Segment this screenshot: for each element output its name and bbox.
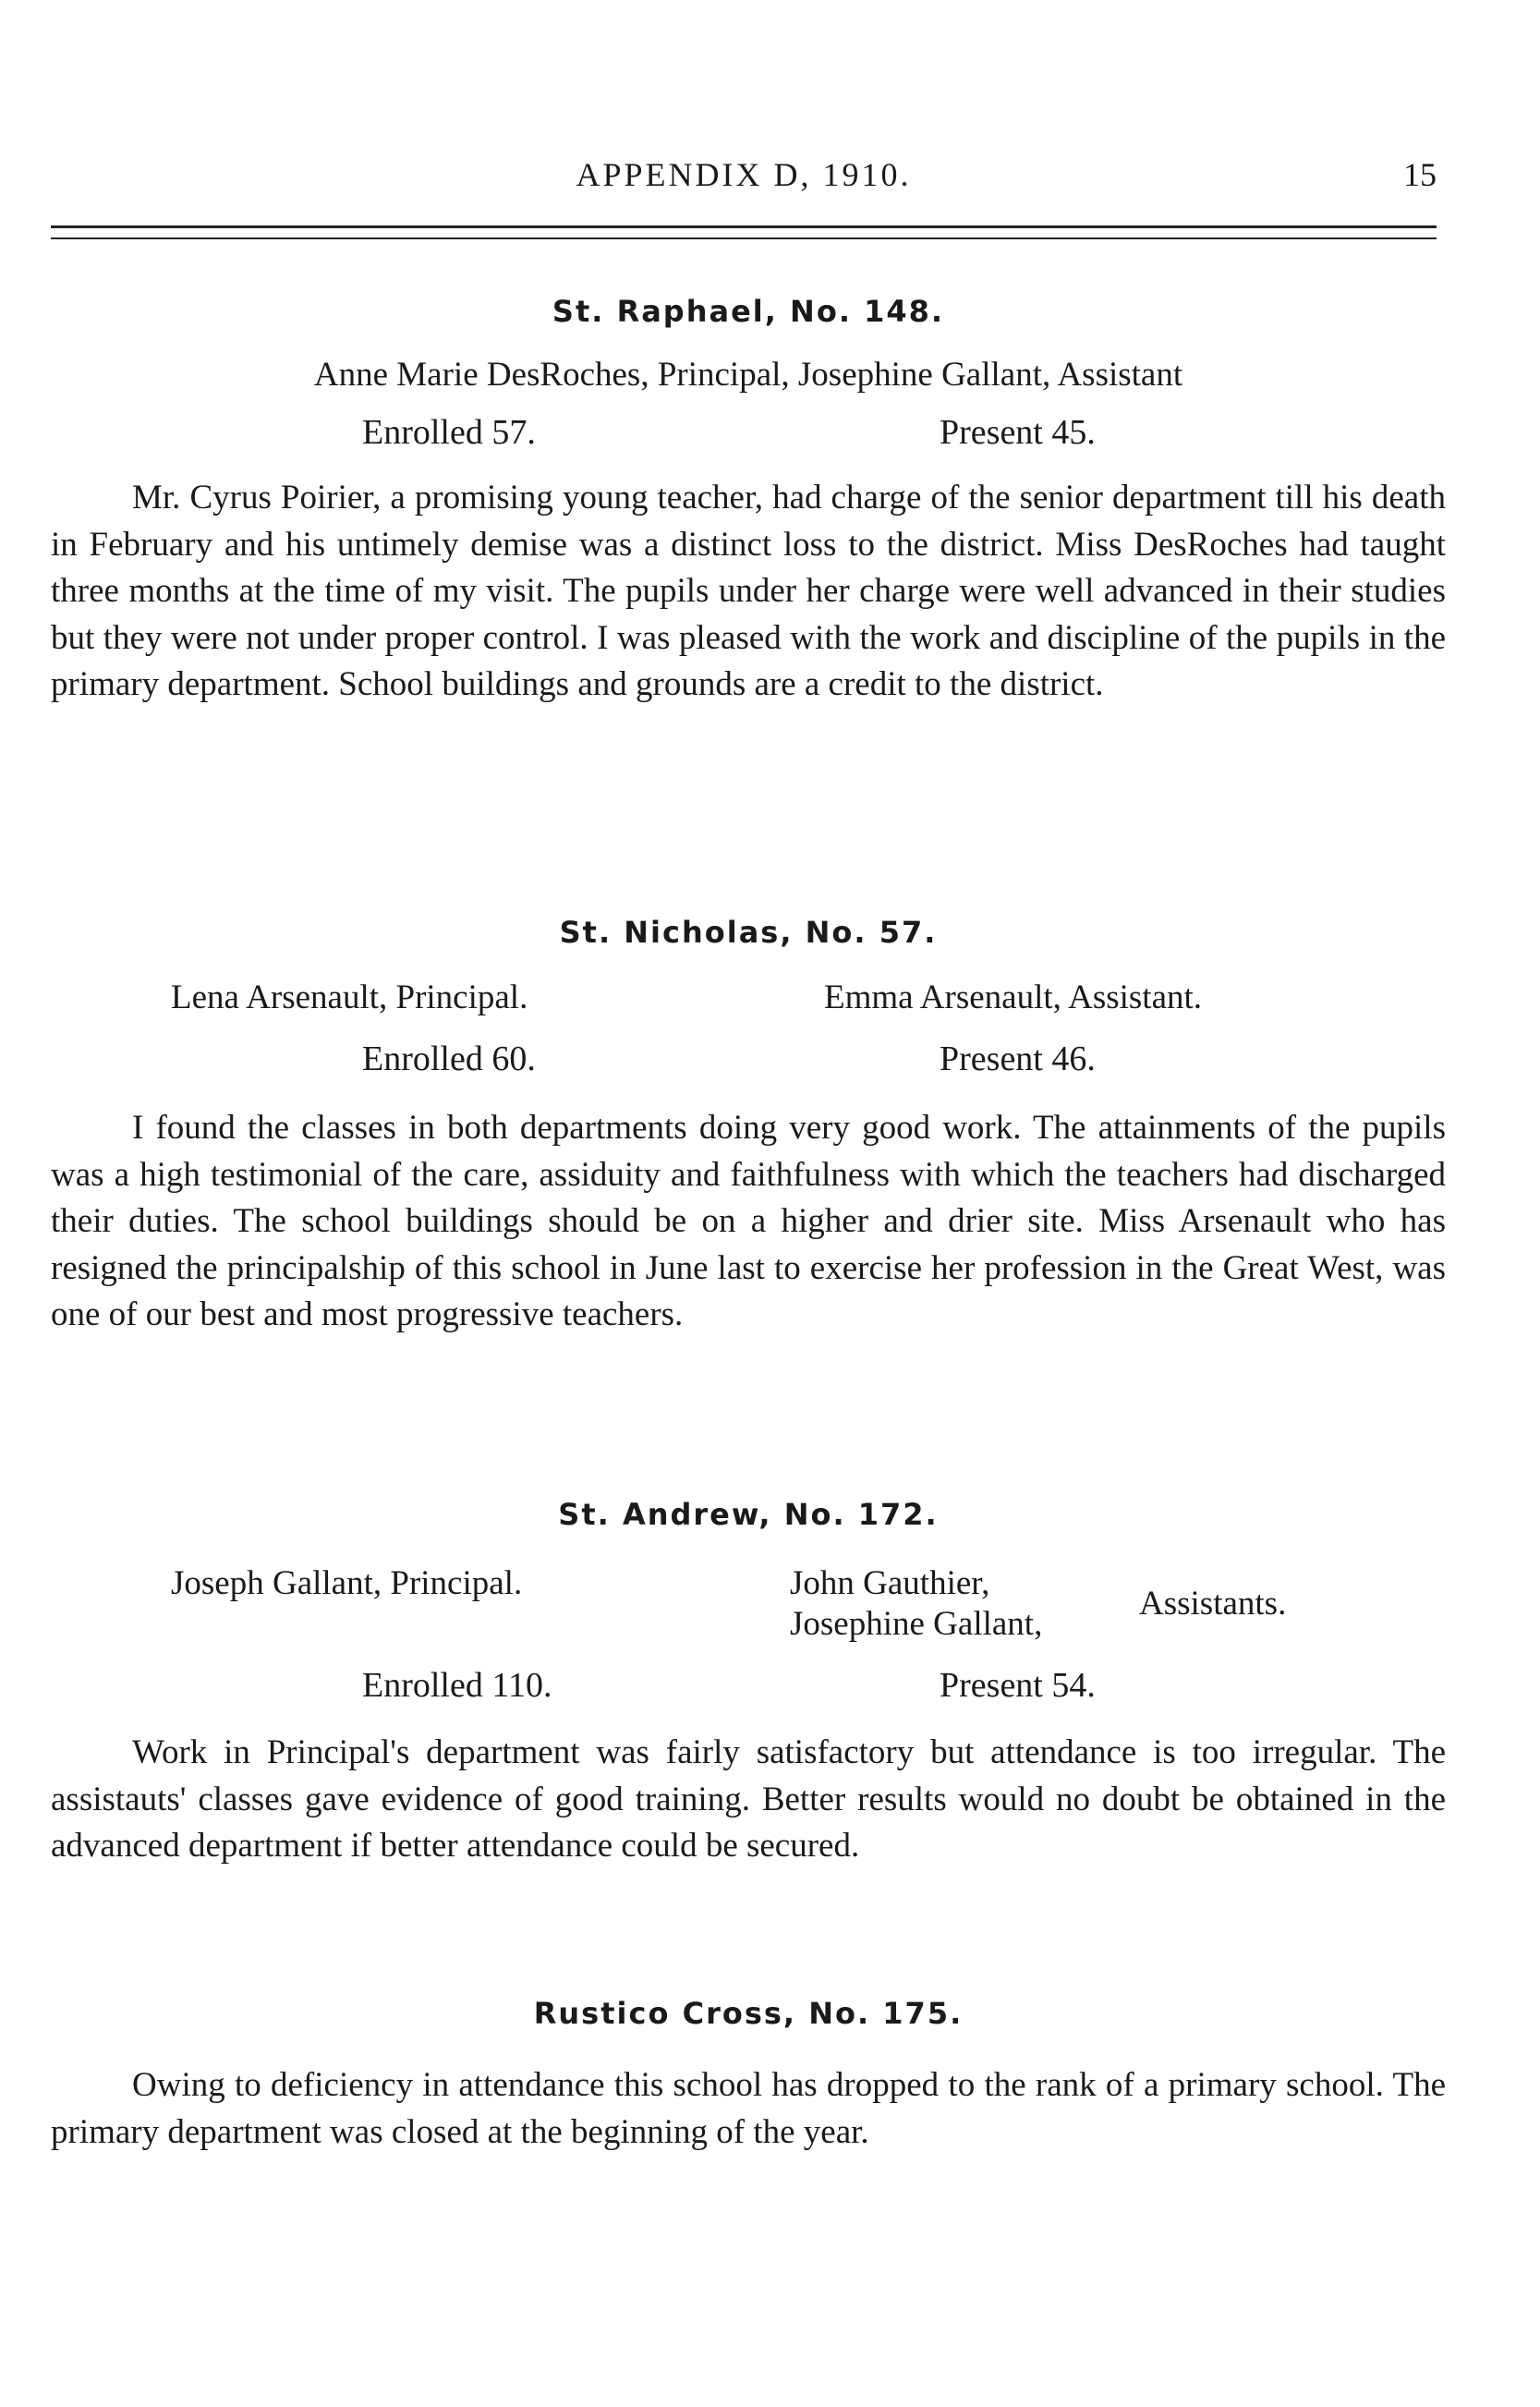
section-paragraph: Work in Principal's department was fairly satisfactory but attendance is too irregular. The assistauts' classes gave evidence of good training. Better results would no doubt be obtained in the advanced department if better attendance could be secured. bbox=[51, 1733, 1446, 1865]
assistants-label: Assistants. bbox=[1139, 1585, 1287, 1623]
assistant-name: John Gauthier, bbox=[790, 1564, 990, 1602]
section-st-raphael bbox=[51, 294, 1446, 709]
enrolled-count: Enrolled 60. bbox=[362, 1039, 536, 1078]
counts-row bbox=[51, 412, 1446, 475]
staff-row bbox=[51, 978, 1446, 1039]
principal-name: Joseph Gallant, Principal. bbox=[171, 1564, 523, 1602]
enrolled-count: Enrolled 110. bbox=[362, 1666, 552, 1705]
assistant-names bbox=[790, 1563, 1042, 1645]
section-heading: St. Nicholas, No. 57. bbox=[559, 915, 938, 950]
staff-block bbox=[51, 1563, 1446, 1665]
running-title: APPENDIX D, 1910. bbox=[576, 156, 912, 193]
counts-row bbox=[51, 1665, 1446, 1730]
section-paragraph: Owing to deficiency in attendance this school has dropped to the rank of a primary school. The primary department was closed at the beginning of the year. bbox=[51, 2066, 1446, 2151]
page-number: 15 bbox=[1403, 156, 1437, 193]
present-count: Present 45. bbox=[940, 413, 1096, 452]
enrolled-count: Enrolled 57. bbox=[362, 413, 536, 452]
running-head bbox=[51, 155, 1437, 201]
section-heading: St. Andrew, No. 172. bbox=[558, 1497, 939, 1532]
section-heading: St. Raphael, No. 148. bbox=[552, 294, 945, 329]
counts-row bbox=[51, 1039, 1446, 1105]
section-st-nicholas bbox=[51, 915, 1446, 1339]
assistant-name: Josephine Gallant, bbox=[790, 1605, 1043, 1643]
section-rustico-cross bbox=[51, 1996, 1446, 2156]
header-rule bbox=[51, 225, 1437, 239]
principal-name: Lena Arsenault, Principal. bbox=[171, 979, 528, 1016]
present-count: Present 54. bbox=[940, 1666, 1096, 1705]
section-paragraph: I found the classes in both departments doing very good work. The attainments of the pupils was a high testimonial of the care, assiduity and faithfulness with which the teachers had discharged their duties. The school buildings should be on a higher and drier site. Miss Arsenault who has resigned the principalship of this school in June last to exercise her profession in the Great West, was one of our best and most progressive teachers. bbox=[51, 1109, 1446, 1333]
section-paragraph: Mr. Cyrus Poirier, a promising young teacher, had charge of the senior department till his death in February and his untimely demise was a distinct loss to the district. Miss DesRoches had taught three months at the time of my visit. The pupils under her charge were well advanced in their studies but they were not under proper control. I was pleased with the work and discipline of the pupils in the primary department. School buildings and grounds are a credit to the district. bbox=[51, 479, 1446, 703]
present-count: Present 46. bbox=[940, 1039, 1096, 1078]
staff-row bbox=[51, 355, 1446, 412]
section-heading: Rustico Cross, No. 175. bbox=[533, 1996, 964, 2031]
staff-line: Anne Marie DesRoches, Principal, Josephine Gallant, Assistant bbox=[313, 356, 1183, 394]
section-st-andrew bbox=[51, 1497, 1446, 1870]
assistant-name: Emma Arsenault, Assistant. bbox=[824, 979, 1203, 1016]
